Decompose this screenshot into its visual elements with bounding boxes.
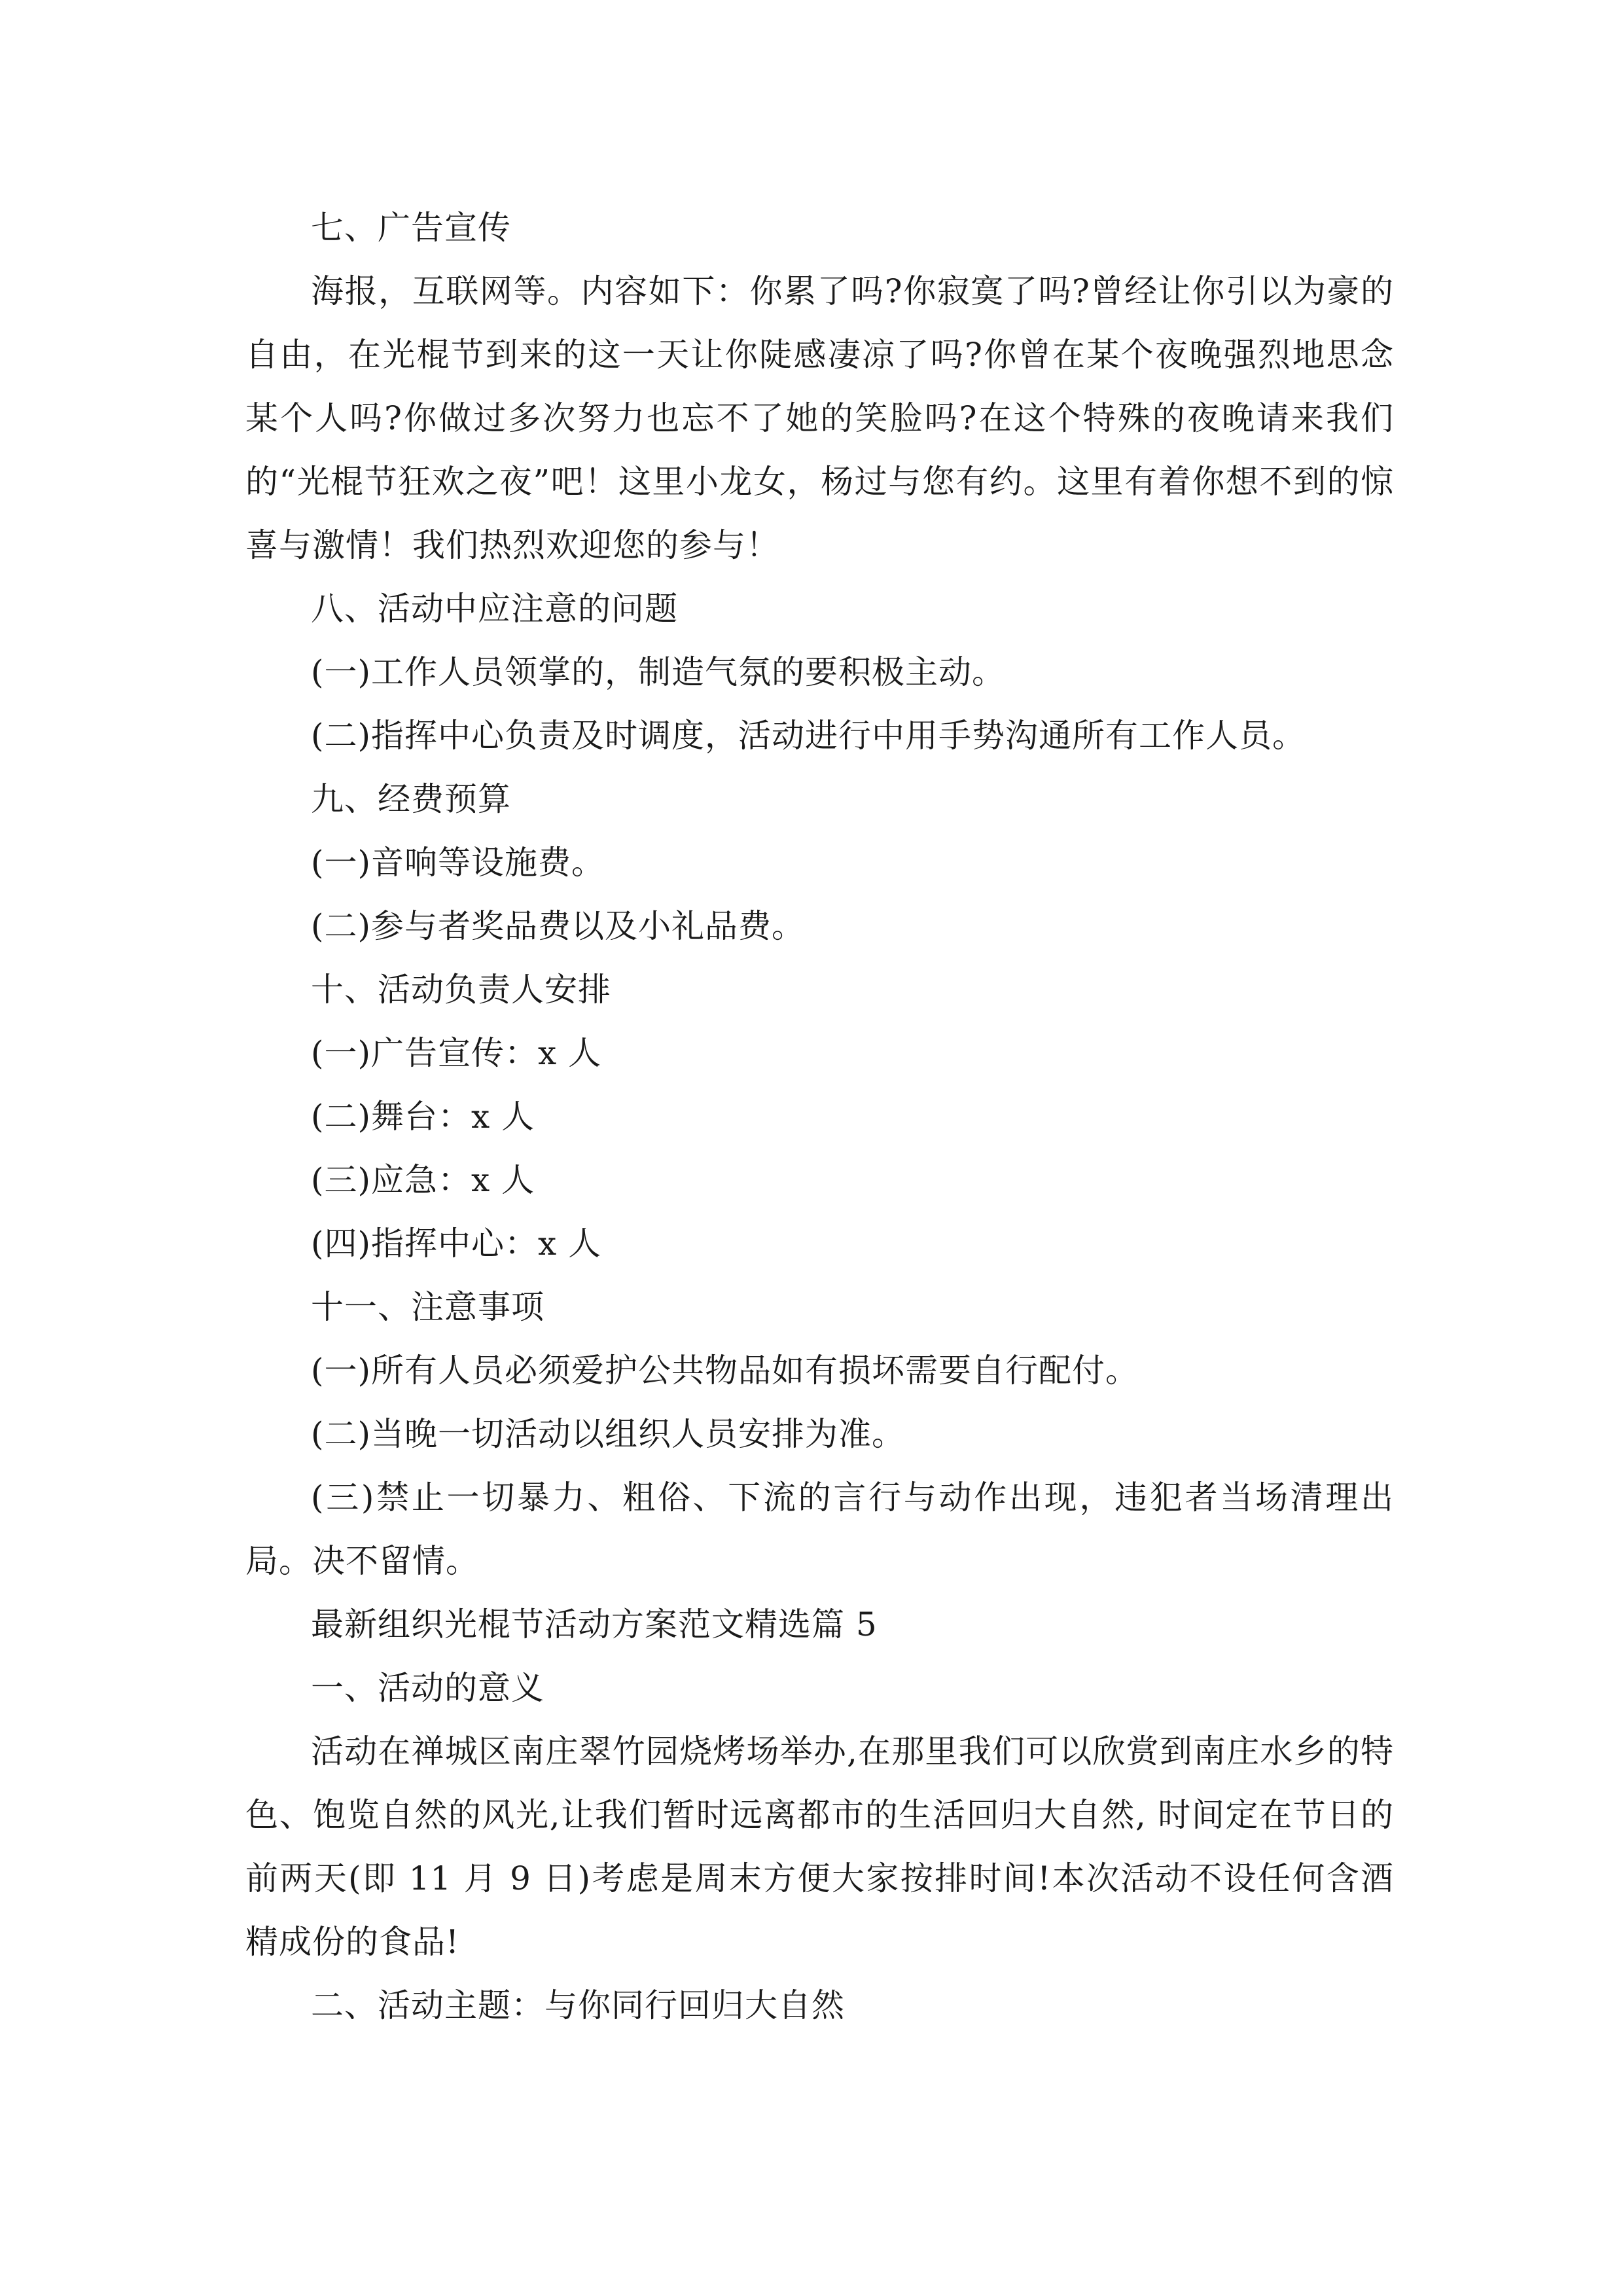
precaution-item-2: (二)指挥中心负责及时调度，活动进行中用手势沟通所有工作人员。: [311, 717, 1306, 755]
section-heading-precautions: 八、活动中应注意的问题: [311, 590, 678, 628]
section-heading-theme: 二、活动主题：与你同行回归大自然: [311, 1986, 845, 2024]
staffing-item-2: (二)舞台：x 人: [311, 1098, 535, 1136]
note-item-1: (一)所有人员必须爱护公共物品如有损坏需要自行配付。: [311, 1352, 1139, 1390]
staffing-item-3: (三)应急：x 人: [311, 1161, 535, 1199]
section-heading-advertising: 七、广告宣传: [311, 209, 511, 247]
section-heading-staffing: 十、活动负责人安排: [311, 971, 611, 1009]
section-heading-notes: 十一、注意事项: [311, 1288, 544, 1326]
significance-paragraph: 活动在禅城区南庄翠竹园烧烤场举办,在那里我们可以欣赏到南庄水乡的特色、饱览自然的风光,让我们暂时远离都市的生活回归大自然, 时间定在节日的前两天(即 11 月 9 日)考虑是周末方便大家按排时间!本次活动不设任何含酒精成份的食品!: [245, 1732, 1394, 1961]
staffing-item-4: (四)指挥中心：x 人: [311, 1225, 602, 1263]
section-heading-budget: 九、经费预算: [311, 780, 511, 818]
budget-item-2: (二)参与者奖品费以及小礼品费。: [311, 907, 806, 945]
precaution-item-1: (一)工作人员领掌的，制造气氛的要积极主动。: [311, 653, 1006, 691]
note-item-3: (三)禁止一切暴力、粗俗、下流的言行与动作出现，违犯者当场清理出局。决不留情。: [245, 1479, 1394, 1580]
note-item-2: (二)当晚一切活动以组织人员安排为准。: [311, 1415, 906, 1453]
article-title-part-5: 最新组织光棍节活动方案范文精选篇 5: [311, 1605, 878, 1643]
staffing-item-1: (一)广告宣传：x 人: [311, 1034, 602, 1072]
section-heading-significance: 一、活动的意义: [311, 1669, 544, 1707]
advertising-content-paragraph: 海报，互联网等。内容如下：你累了吗?你寂寞了吗?曾经让你引以为豪的自由，在光棍节到来的这一天让你陡感凄凉了吗?你曾在某个夜晚强烈地思念某个人吗?你做过多次努力也忘不了她的笑脸吗?在这个特殊的夜晚请来我们的“光棍节狂欢之夜”吧！这里小龙女，杨过与您有约。这里有着你想不到的惊喜与激情！我们热烈欢迎您的参与！: [245, 272, 1394, 564]
budget-item-1: (一)音响等设施费。: [311, 844, 605, 882]
document-body: [245, 196, 1394, 2037]
